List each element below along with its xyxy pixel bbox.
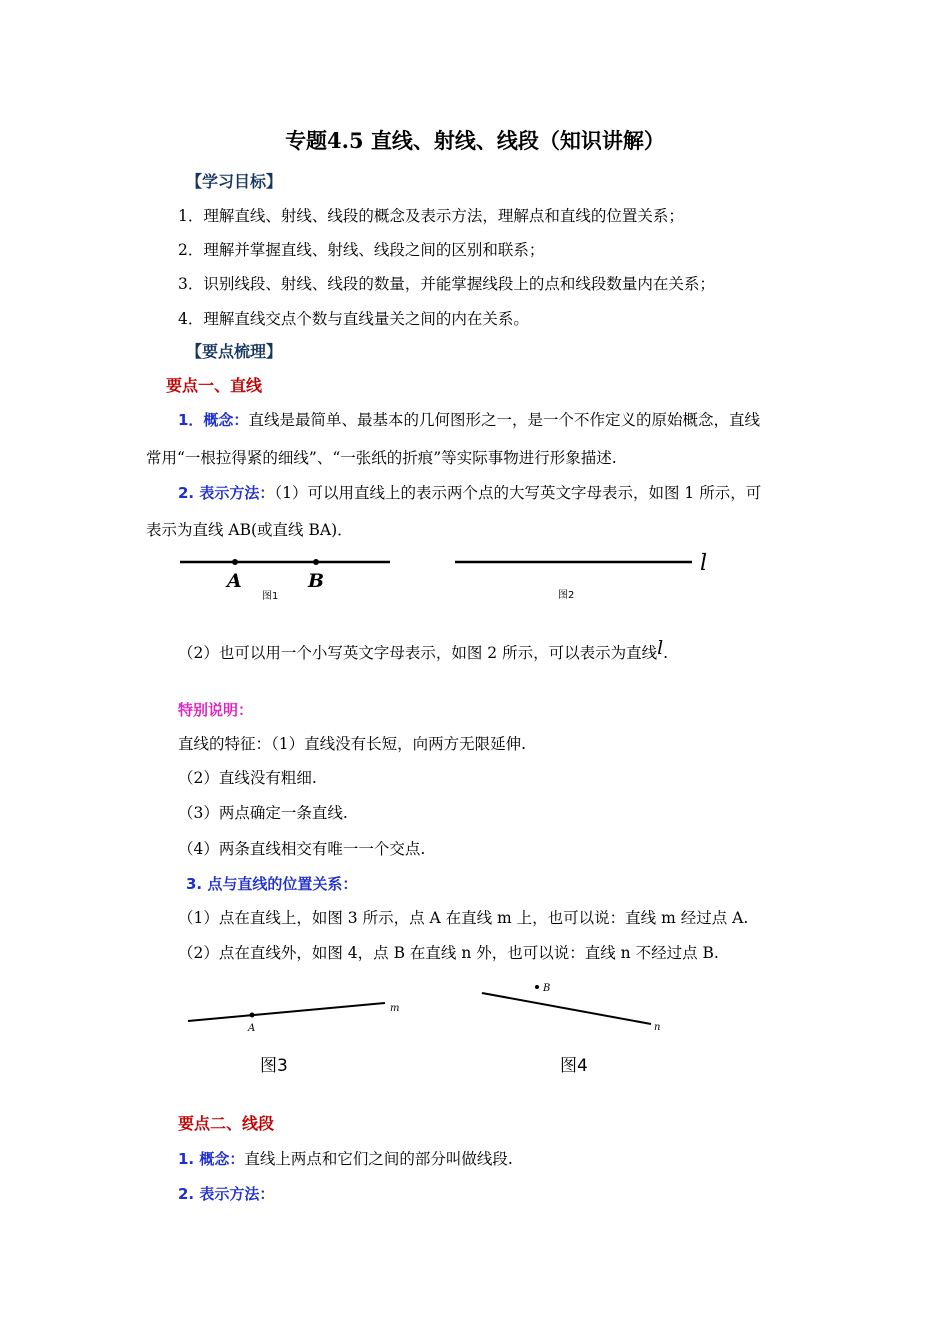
goal-item: 3．识别线段、射线、线段的数量，并能掌握线段上的点和线段数量内在关系； [178,275,715,293]
goal-item: 2．理解并掌握直线、射线、线段之间的区别和联系； [178,241,545,259]
relation-item: （1）点在直线上，如图 3 所示，点 A 在直线 m 上，也可以说：直线 m 经过点 A. [178,909,749,927]
figure-1-caption: 图1 [262,591,279,602]
note-item: （2）直线没有粗细. [178,769,317,787]
point-a-dot [250,1013,255,1018]
concept-text: 直线是最简单、最基本的几何图形之一，是一个不作定义的原始概念，直线 [248,411,760,429]
relation-label: 3. 点与直线的位置关系： [186,875,358,893]
line-m [188,1003,385,1021]
figure-1 [170,550,400,606]
point-a-label: A [248,1023,256,1034]
concept-text: 直线上两点和它们之间的部分叫做线段. [244,1150,513,1168]
line-m-label: m [390,1003,400,1014]
line-n-label: n [654,1022,661,1033]
method-label: 2. 表示方法： [178,484,275,502]
point-b-label: B [543,983,551,994]
method-text-2: （2）也可以用一个小写英文字母表示，如图 2 所示，可以表示为直线l. [178,637,669,662]
figure-2 [450,548,720,604]
concept-label: 1．概念： [178,411,249,429]
goal-item: 1．理解直线、射线、线段的概念及表示方法，理解点和直线的位置关系； [178,207,684,225]
relation-item: （2）点在直线外，如图 4，点 B 在直线 n 外，也可以说：直线 n 不经过点 B. [178,944,719,962]
note-label: 特别说明： [178,701,254,719]
point1-concept [178,410,760,430]
goals-heading: 【学习目标】 [186,172,283,191]
goal-item: 4．理解直线交点个数与直线量关之间的内在关系。 [178,310,529,328]
page-title: 专题4.5 直线、射线、线段（知识讲解） [285,128,665,153]
point-a-dot [232,559,238,565]
note-item: （3）两点确定一条直线. [178,804,348,822]
point-a-label: A [227,570,242,592]
figure-4-caption: 图4 [560,1056,588,1076]
points-heading: 【要点梳理】 [186,342,283,361]
point2-method-label: 2. 表示方法： [178,1185,275,1203]
method-text: （1）可以用直线上的表示两个点的大写英文字母表示，如图 1 所示，可 [274,484,762,502]
point2-concept [178,1149,513,1169]
point1-heading: 要点一、直线 [166,376,263,395]
concept-text-continued: 常用“一根拉得紧的细线”、“一张纸的折痕”等实际事物进行形象描述. [146,449,617,467]
figure-2-caption: 图2 [558,590,575,601]
point-b-label: B [308,570,325,592]
point2-heading: 要点二、线段 [178,1114,275,1133]
point-b-dot [313,559,319,565]
note-item: （4）两条直线相交有唯一一个交点. [178,840,426,858]
point1-method [178,483,761,503]
note-item: 直线的特征：（1）直线没有长短，向两方无限延伸. [178,735,527,753]
figure-3-caption: 图3 [260,1056,288,1076]
concept-label: 1. 概念： [178,1150,245,1168]
point-b-dot [535,985,539,989]
figure-3 [180,990,420,1080]
figure-4 [475,978,675,1078]
line-n [482,993,651,1024]
method-text-continued: 表示为直线 AB(或直线 BA)． [146,521,353,539]
line-l-label: l [700,551,708,576]
variable-l: l [657,637,664,659]
